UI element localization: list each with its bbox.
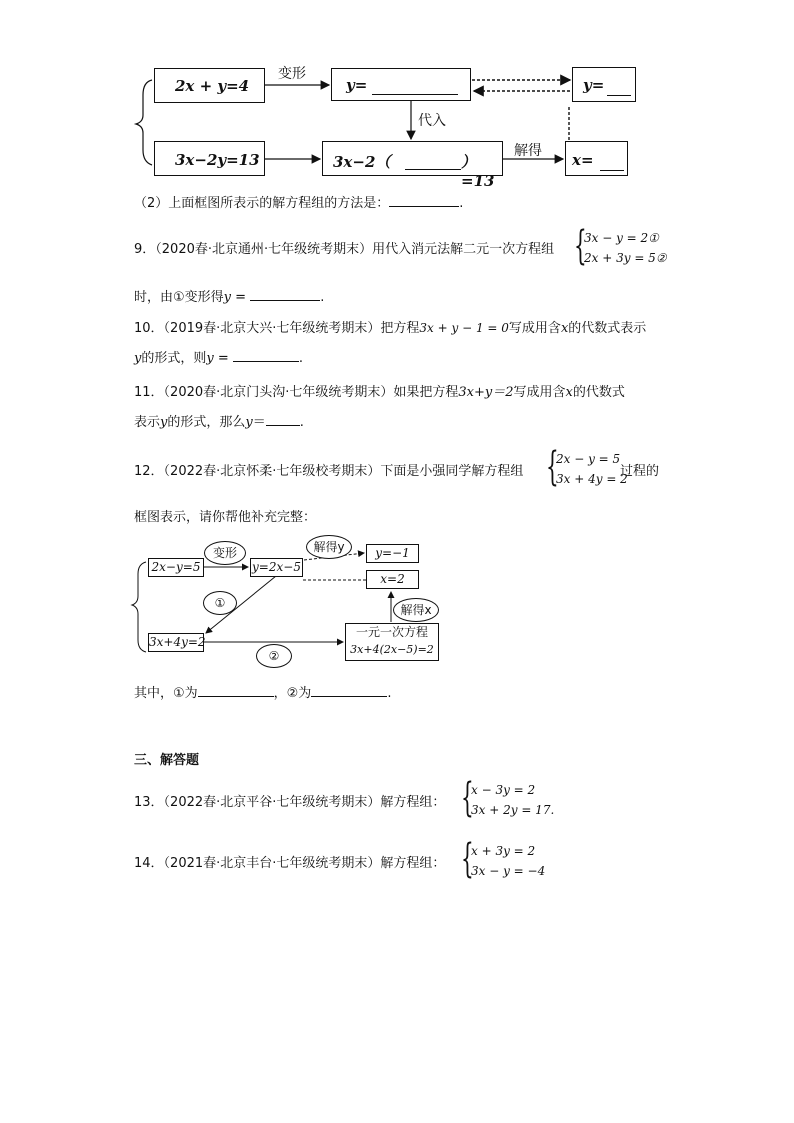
- box-equation-2-text: 3x−2y=13: [175, 151, 260, 169]
- d2-box-eq3: [148, 633, 204, 652]
- label-transform: 变形: [278, 66, 306, 82]
- question-12: [134, 460, 523, 479]
- q11-var: y: [245, 415, 253, 430]
- q11-eq: ＝: [252, 415, 266, 430]
- box-equation-2: [154, 141, 265, 176]
- q9-var: y: [223, 290, 232, 305]
- d2-oval-solve-x-text: 解得x: [400, 603, 432, 617]
- box-substituted: [322, 141, 503, 190]
- d2-box-linear-line2: 3x+4(2x−5)=2: [350, 643, 434, 656]
- q9-lead: 9．（2020春·北京通州·七年级统考期末）用代入消元法解二元一次方程组: [134, 242, 555, 257]
- box-substituted-left: 3x−2（: [333, 153, 391, 171]
- q10-line2: [134, 347, 303, 366]
- d2-box-y: [366, 544, 419, 563]
- q14-system-brace: {: [461, 836, 474, 882]
- blank-x-value[interactable]: [600, 169, 624, 171]
- blank-y-value[interactable]: [607, 94, 631, 96]
- q13-system: [471, 780, 554, 820]
- q8-2-blank[interactable]: [389, 205, 459, 207]
- q12-blank-1[interactable]: [198, 695, 274, 697]
- q12-answer-sep: ，②为: [273, 686, 312, 701]
- d2-oval-transform: [204, 541, 246, 565]
- q11-var-y: y: [160, 415, 168, 430]
- q12-line2: 框图表示，请你帮他补充完整：: [134, 510, 317, 525]
- q10-var-y: y: [134, 351, 142, 366]
- d2-oval-transform-text: 变形: [212, 546, 237, 560]
- q10-var-x: x: [560, 321, 569, 336]
- box-equation-1: [154, 68, 265, 103]
- q13-system-brace: {: [461, 775, 474, 821]
- q9-eq1: 3x − y = 2①: [584, 231, 659, 245]
- q11-end: .: [299, 415, 304, 430]
- q8-2-text: （2）上面框图所表示的解方程组的方法是：: [134, 196, 390, 211]
- label-solve: 解得: [514, 143, 542, 159]
- q10-line2-text: 的形式，则: [141, 351, 207, 366]
- q9-system: [584, 228, 667, 268]
- q10-equation: 3x + y − 1 = 0: [419, 321, 509, 335]
- q11-line2a: 表示: [134, 415, 161, 430]
- q12-answer-line: [134, 682, 391, 701]
- d2-oval-1: [203, 591, 237, 615]
- brace-line: [136, 80, 152, 165]
- q12-lead: 12．（2022春·北京怀柔·七年级校考期末）下面是小强同学解方程组: [134, 464, 524, 479]
- d2-box-linear-line1: 一元一次方程: [355, 625, 428, 639]
- q13-eq2: 3x + 2y = 17.: [471, 803, 555, 817]
- d2-box-x-text: x=2: [380, 572, 405, 586]
- question-11: [134, 381, 625, 400]
- section-3-title: 三、解答题: [134, 753, 200, 768]
- q13-lead: 13．（2022春·北京平谷·七年级统考期末）解方程组：: [134, 795, 446, 810]
- q12-system-brace: {: [546, 444, 559, 490]
- q12-tail: 过程的: [620, 464, 660, 479]
- d2-box-y-text: y=−1: [375, 546, 410, 560]
- d2-oval-solve-x: [393, 598, 439, 622]
- box-x-value-label: x=: [572, 151, 594, 169]
- q14-lead: 14．（2021春·北京丰台·七年级统考期末）解方程组：: [134, 856, 446, 871]
- q11-line2b: 的形式，那么: [167, 415, 246, 430]
- box-y-label: y=: [346, 76, 368, 94]
- q10-eq: =: [213, 351, 233, 366]
- box-substituted-right: ）=13: [461, 153, 495, 190]
- q9-end: .: [320, 290, 325, 305]
- box-y-value: [572, 67, 636, 102]
- d2-box-eq3-text: 3x+4y=2: [149, 635, 206, 649]
- q10-lead: 10．（2019春·北京大兴·七年级统考期末）把方程: [134, 321, 420, 336]
- diagram2-brace: [132, 562, 146, 652]
- question-13: [134, 791, 445, 810]
- q11-equation: 3x+y＝2: [458, 385, 514, 400]
- q12-answer-a: 其中，①为: [134, 686, 198, 701]
- q9-eq2: 2x + 3y = 5②: [584, 251, 667, 265]
- q10-blank[interactable]: [233, 360, 299, 362]
- q12-eq2: 3x + 4y = 2: [556, 472, 628, 486]
- d2-box-x: [366, 570, 419, 589]
- q14-system: [471, 841, 545, 881]
- q10-mid: 写成用含: [508, 321, 561, 336]
- d2-oval-2: [256, 644, 292, 668]
- q11-line2: [134, 411, 304, 430]
- d2-oval-solve-y-text: 解得y: [313, 540, 345, 554]
- q9-line2: [134, 286, 324, 305]
- q8-2-end: .: [459, 196, 464, 211]
- q9-line2-text: 时，由①变形得: [134, 290, 224, 305]
- question-10: [134, 317, 646, 336]
- q10-tail: 的代数式表示: [568, 321, 647, 336]
- q11-blank[interactable]: [266, 424, 300, 426]
- d2-box-eq2: [250, 558, 303, 577]
- q12-system: [556, 449, 628, 489]
- d2-oval-2-text: ②: [268, 649, 280, 663]
- blank-y-expression[interactable]: [372, 93, 458, 95]
- q13-eq1: x − 3y = 2: [471, 783, 536, 797]
- box-x-value: [565, 141, 628, 176]
- d2-box-linear: [345, 623, 439, 661]
- question-8-part-2: [134, 192, 463, 211]
- q9-system-brace: {: [574, 223, 587, 269]
- question-14: [134, 852, 445, 871]
- q9-eq: =: [231, 290, 251, 305]
- d2-oval-solve-y: [306, 535, 352, 559]
- q11-var-x: x: [565, 385, 573, 400]
- d2-box-eq1: [148, 558, 204, 577]
- q11-tail: 的代数式: [572, 385, 625, 400]
- q10-var: y: [206, 351, 214, 366]
- q12-answer-end: .: [387, 686, 392, 701]
- q12-eq1: 2x − y = 5: [556, 452, 621, 466]
- d2-box-eq1-text: 2x−y=5: [151, 560, 201, 574]
- q14-eq2: 3x − y = −4: [471, 864, 546, 878]
- box-equation-1-text: 2x + y=4: [175, 77, 250, 95]
- blank-substitution[interactable]: [405, 168, 461, 170]
- q14-eq1: x + 3y = 2: [471, 844, 536, 858]
- d2-oval-1-text: ①: [214, 596, 226, 610]
- q11-mid: 写成用含: [513, 385, 566, 400]
- q11-lead: 11．（2020春·北京门头沟·七年级统考期末）如果把方程: [134, 385, 459, 400]
- label-substitute: 代入: [418, 113, 446, 129]
- q12-blank-2[interactable]: [311, 695, 387, 697]
- box-y-expression: [331, 68, 471, 101]
- q10-end: .: [298, 351, 304, 366]
- q9-blank[interactable]: [250, 299, 320, 301]
- question-9: [134, 238, 554, 257]
- box-y-value-label: y=: [583, 76, 605, 94]
- d2-box-eq2-text: y=2x−5: [252, 560, 301, 574]
